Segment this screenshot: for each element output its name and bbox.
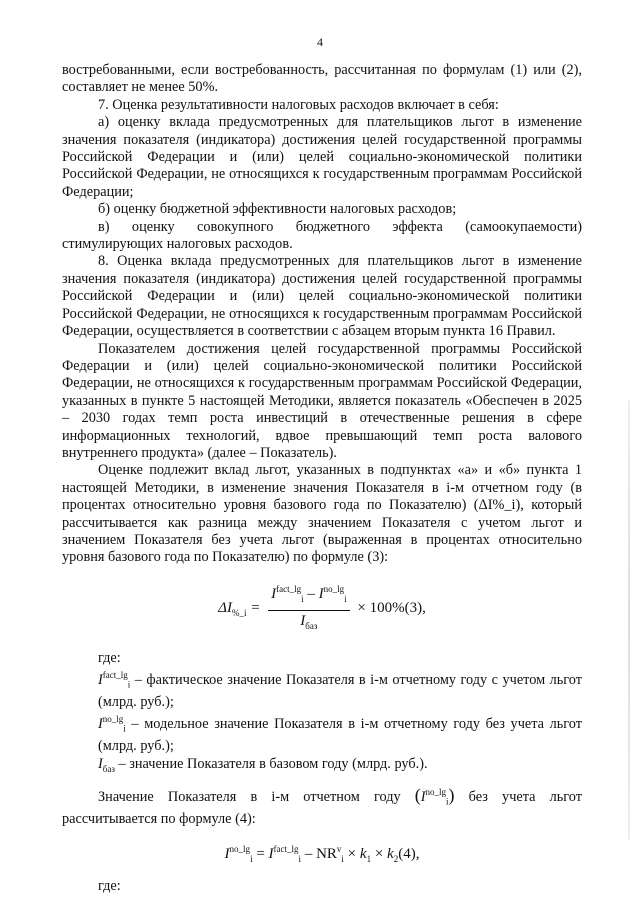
formula-subscript: i: [123, 724, 126, 735]
formula-subscript: %_i: [231, 607, 247, 618]
formula-superscript: fact_lg: [102, 670, 128, 680]
paragraph: востребованными, если востребованность, рассчитанная по формулам (1) или (2), составляет не менее 50%.: [62, 62, 582, 96]
formula-tail: (4),: [398, 845, 420, 862]
formula-subscript: i: [250, 853, 253, 864]
formula-superscript: v: [336, 843, 342, 854]
formula-subscript: баз: [102, 763, 115, 774]
where-label: где:: [98, 877, 121, 894]
fraction-numerator: [268, 581, 350, 611]
formula-4: $I^{no\_lg}_i = I^{fact\_lg}_i - NR^v_i \times k_1 \times k_2(4)$,: [224, 843, 420, 864]
fraction-denominator: [268, 611, 350, 635]
definition-text: – модельное значение Показателя в i-м отчетному году без учета льгот (млрд. руб.);: [98, 716, 582, 755]
formula-superscript: no_lg: [229, 843, 251, 854]
paragraph: а) оценку вклада предусмотренных для плательщиков льгот в изменение значения показателя (индикатора) достижения целей государственной программы Российской Федерации и (или) целей социально-экономической политики Российской Федерации, не относящихся к государственным программам Российской Федерации;: [62, 114, 582, 200]
paragraph: Оценке подлежит вклад льгот, указанных в подпунктах «а» и «б» пункта 1 настоящей Методики, в изменение значения Показателя в i-м отчетном году (в процентах относительно уровня базового года по Показателю) (ΔI%_i), который рассчитывается как разница между значением Показателя с учетом льгот и значением Показателя без учета льгот (выраженная в процентах относительно уровня базового года по Показателю) по формуле (3):: [62, 462, 582, 566]
definition-text: – значение Показателя в базовом году (млрд. руб.).: [114, 755, 428, 772]
formula-superscript: fact_lg: [276, 583, 302, 594]
formula-operator: ×: [347, 845, 357, 862]
formula-superscript: fact_lg: [273, 843, 299, 854]
formula-symbol: ΔI: [218, 599, 232, 616]
paragraph: 7. Оценка результативности налоговых расходов включает в себя:: [98, 96, 499, 113]
paragraph: Показателем достижения целей государственной программы Российской Федерации и (или) целей социально-экономической политики Российской Федерации, не относящихся к государственным программам Российской Федерации, указанных в пункте 5 настоящей Методики, является показатель «Обеспечен в 2025 – 2030 годах темп роста инвестиций в отечественные решения в сфере информационных технологий, вдвое превышающий темп роста валового внутреннего продукта» (далее – Показатель).: [62, 340, 582, 461]
formula-operator: –: [304, 845, 313, 862]
formula-symbol: I: [300, 613, 306, 630]
formula-symbol: k: [359, 845, 367, 862]
formula-subscript: i: [127, 679, 131, 690]
document-body: [62, 62, 582, 895]
formula-subscript: баз: [305, 621, 318, 632]
paragraph: 8. Оценка вклада предусмотренных для плательщиков льгот в изменение значения показателя (индикатора) достижения целей государственной программы Российской Федерации и (или) целей социально-экономической политики Российской Федерации, не относящихся к государственным программам Российской Федерации, осуществляется в соответствии с абзацем вторым пункта 16 Правил.: [62, 253, 582, 340]
paragraph-text: без учета льгот рассчитывается по формуле (4):: [62, 788, 582, 828]
formula-symbol: I: [318, 585, 324, 602]
paragraph: б) оценку бюджетной эффективности налоговых расходов;: [98, 201, 457, 218]
formula-subscript: i: [344, 593, 347, 604]
formula-subscript: 1: [366, 853, 372, 864]
formula-symbol: NR: [316, 845, 337, 862]
definition-nolg: $I^{no\_lg}_i$ – модельное значение Показателя в i-м отчетному году без учета льгот (млрд. руб.);: [98, 714, 582, 755]
formula-fraction: [268, 581, 350, 636]
formula-subscript: i: [341, 853, 344, 864]
formula-operator: –: [307, 585, 315, 602]
definition-text: – фактическое значение Показателя в i-м отчетному году с учетом льгот (млрд. руб.);: [98, 671, 582, 711]
formula-superscript: no_lg: [102, 714, 124, 725]
paragraph: Значение Показателя в i-м отчетном году $(I^{no\_lg}_i)$ без учета льгот рассчитывается по формуле (4):: [62, 784, 582, 828]
formula-symbol: I: [271, 585, 277, 602]
where-label: где:: [98, 649, 121, 666]
formula-tail: × 100%(3),: [357, 599, 426, 616]
scan-edge-shadow: [628, 400, 630, 840]
formula-operator: ×: [374, 845, 384, 862]
formula-superscript: no_lg: [323, 583, 345, 594]
formula-symbol: k: [387, 845, 394, 862]
formula-superscript: no_lg: [425, 787, 447, 798]
formula-subscript: i: [446, 796, 449, 807]
paragraph: в) оценку совокупного бюджетного эффекта (самоокупаемости) стимулирующих налоговых расходов.: [62, 218, 582, 253]
formula-operator: =: [256, 845, 265, 862]
definition-fact: $I^{fact\_lg}_i$ – фактическое значение Показателя в i-м отчетному году с учетом льгот (млрд. руб.);: [98, 670, 582, 711]
definition-baz: $I_{баз}$ – значение Показателя в базовом году (млрд. руб.).: [98, 755, 428, 774]
paragraph-text: Значение Показателя в i-м отчетном году: [98, 788, 415, 805]
formula-subscript: i: [301, 593, 304, 604]
page-number: 4: [317, 35, 323, 49]
formula-subscript: i: [298, 853, 302, 864]
formula-subscript: 2: [393, 853, 399, 864]
formula-3: $\Delta I_{\%\_i}$ = $\frac{I^{fact\_lg}_i - I^{no\_lg}_i}{I_{баз}}$ × 100%(3),: [62, 581, 582, 636]
